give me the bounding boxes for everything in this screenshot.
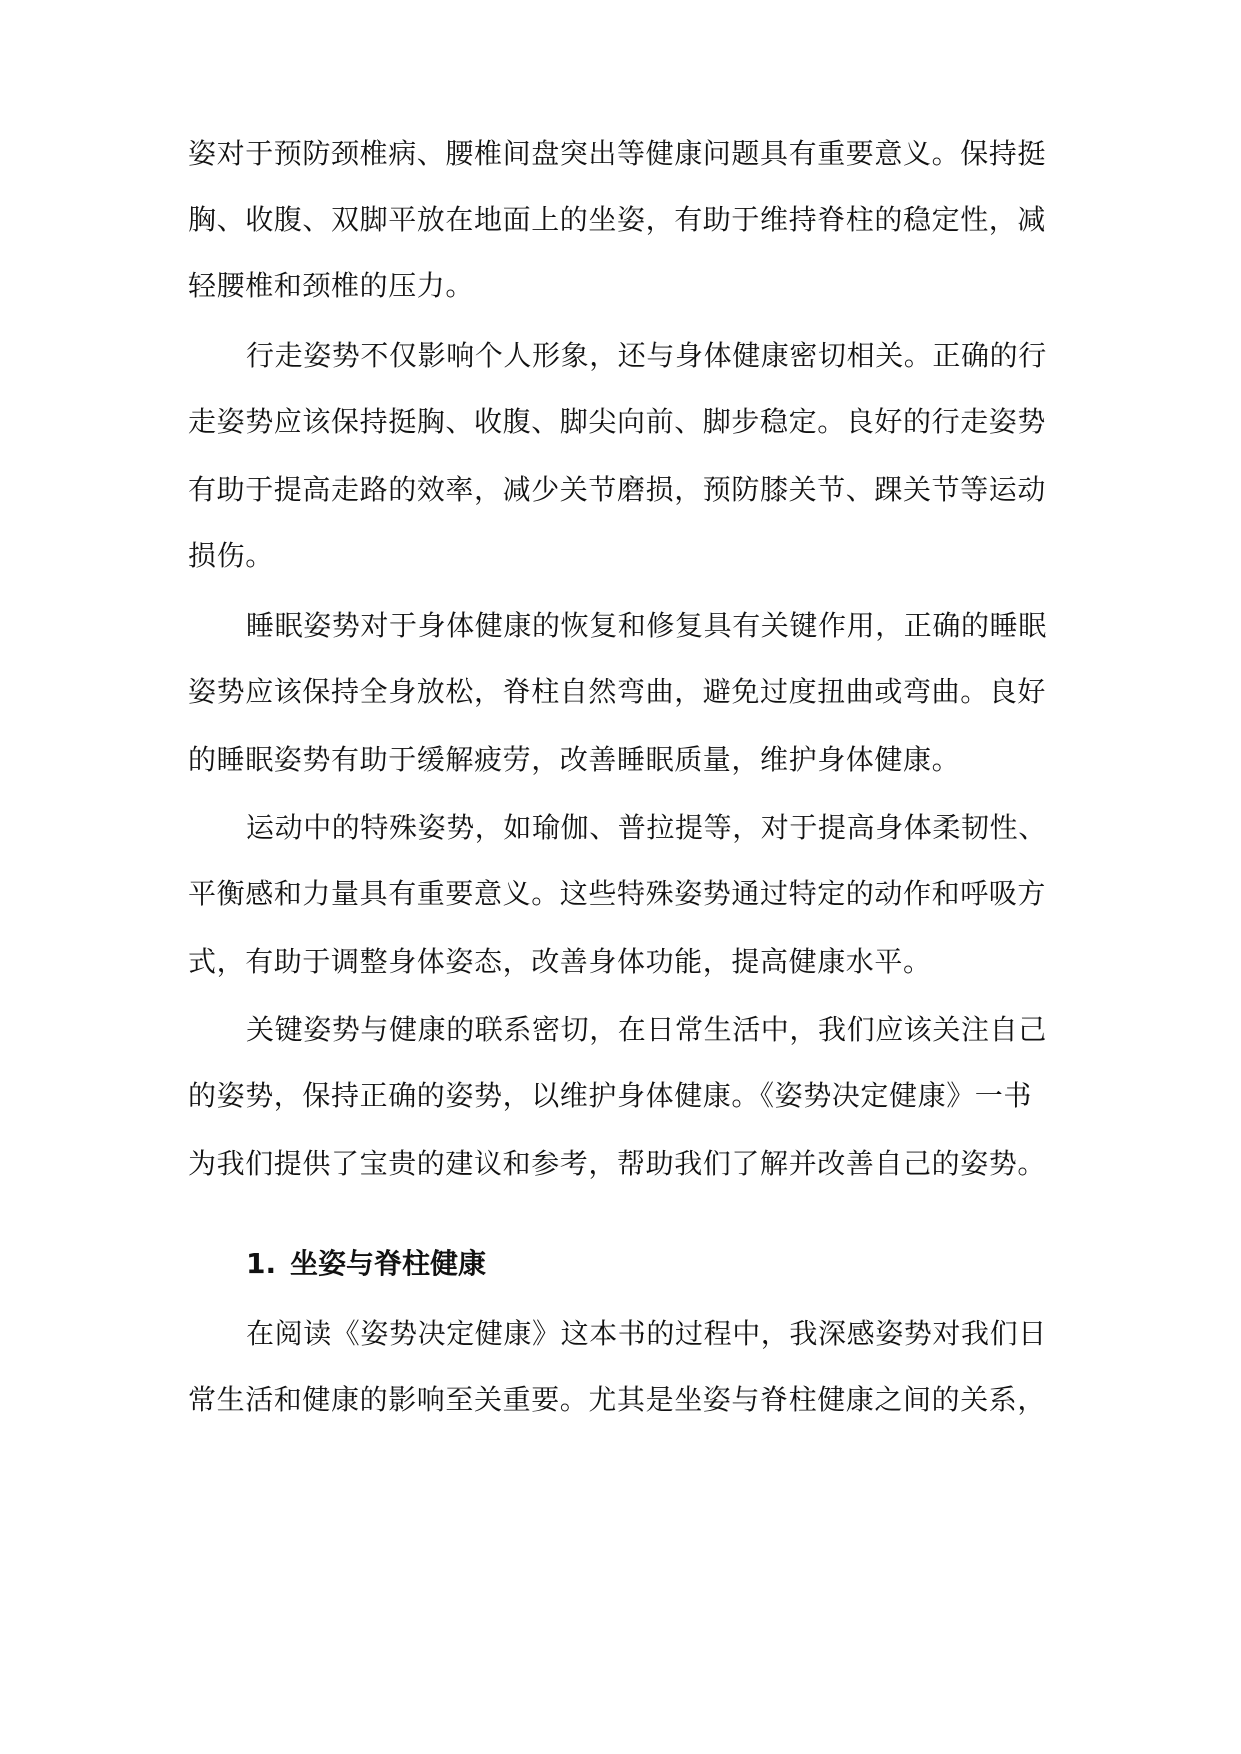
paragraph-4-line-3: 式，有助于调整身体姿态，改善身体功能，提高健康水平。 (188, 945, 932, 978)
paragraph-3-line-2: 姿势应该保持全身放松，脊柱自然弯曲，避免过度扭曲或弯曲。良好 (188, 675, 1047, 708)
paragraph-4-line-2: 平衡感和力量具有重要意义。这些特殊姿势通过特定的动作和呼吸方 (188, 877, 1047, 910)
paragraph-5-line-3: 为我们提供了宝贵的建议和参考，帮助我们了解并改善自己的姿势。 (188, 1147, 1047, 1180)
paragraph-1-line-1: 姿对于预防颈椎病、腰椎间盘突出等健康问题具有重要意义。保持挺 (188, 137, 1047, 170)
paragraph-3-line-3: 的睡眠姿势有助于缓解疲劳，改善睡眠质量，维护身体健康。 (188, 743, 961, 776)
paragraph-1-line-3: 轻腰椎和颈椎的压力。 (188, 269, 475, 302)
final-paragraph-line-1: 在阅读《姿势决定健康》这本书的过程中，我深感姿势对我们日 (246, 1317, 1047, 1350)
paragraph-2-line-1: 行走姿势不仅影响个人形象，还与身体健康密切相关。正确的行 (246, 339, 1047, 372)
paragraph-4-line-1: 运动中的特殊姿势，如瑜伽、普拉提等，对于提高身体柔韧性、 (246, 811, 1047, 844)
paragraph-5-line-1: 关键姿势与健康的联系密切，在日常生活中，我们应该关注自己 (246, 1013, 1047, 1046)
final-paragraph-line-2: 常生活和健康的影响至关重要。尤其是坐姿与脊柱健康之间的关系， (188, 1383, 1047, 1416)
section-heading-text: 坐姿与脊柱健康 (290, 1247, 487, 1280)
paragraph-2-line-3: 有助于提高走路的效率，减少关节磨损，预防膝关节、踝关节等运动 (188, 473, 1047, 506)
section-heading (246, 1244, 486, 1284)
paragraph-5-line-2: 的姿势，保持正确的姿势，以维护身体健康。《姿势决定健康》一书 (188, 1079, 1033, 1112)
paragraph-1-line-2: 胸、收腹、双脚平放在地面上的坐姿，有助于维持脊柱的稳定性，减 (188, 203, 1047, 236)
section-heading-number: 1. (246, 1247, 277, 1280)
paragraph-2-line-4: 损伤。 (188, 539, 274, 572)
paragraph-3-line-1: 睡眠姿势对于身体健康的恢复和修复具有关键作用，正确的睡眠 (246, 609, 1047, 642)
paragraph-2-line-2: 走姿势应该保持挺胸、收腹、脚尖向前、脚步稳定。良好的行走姿势 (188, 405, 1047, 438)
